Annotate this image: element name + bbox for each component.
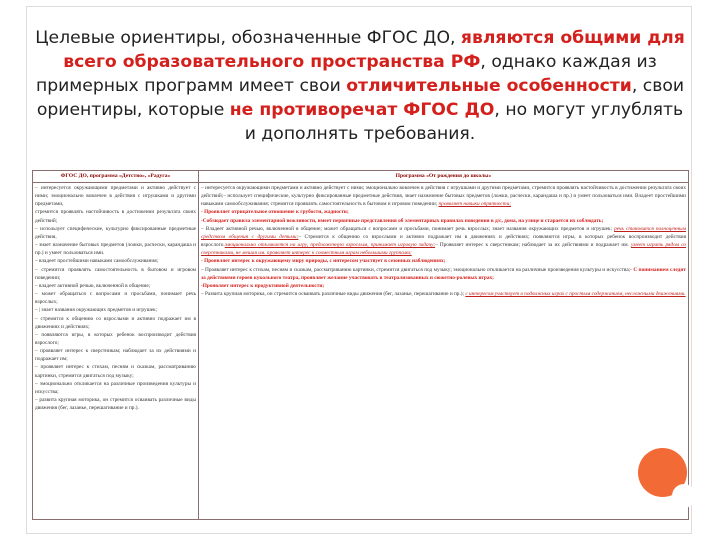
program-text-segment: эмоционально откликается на игру, предложенную взрослым, принимает игровую задачу; xyxy=(224,242,436,249)
fgos-list-item: стремится проявлять настойчивость в достижении результата своих действий; xyxy=(35,209,196,224)
program-text-segment: - С пониманием следит за действиями героев кукольного театра, проявляет желание участвовать в театрализованных и сюжетно-ролевых играх; xyxy=(201,266,686,281)
fgos-list-item: – развита крупная моторика, он стремится осваивать различные виды движения (бег, лазанье, перешагивание и пр.). xyxy=(35,397,196,412)
program-text-segment: – Проявляет интерес к стихам, песням и сказкам, рассматриванию картинки, стремится двигаться под музыку; эмоционально откликается на различные произведения культуры и искусства; xyxy=(201,266,631,273)
program-text-segment: -Соблюдает правила элементарной вежливости, имеет первичные представления об элементарных правилах поведения в д/с, дома, на улице и старается их соблюдать; xyxy=(201,217,604,224)
program-text-segment: -Проявляет интерес к продуктивной деятельности; xyxy=(201,282,325,289)
fgos-list-item: – стремится проявлять самостоятельность в бытовом и игровом поведении; xyxy=(35,266,196,281)
program-text-segment: проявляет навыки опрятности; xyxy=(438,201,512,208)
comparison-table xyxy=(32,170,689,520)
heading-text-2: , однако каждая из примерных программ имеет свои xyxy=(35,52,657,96)
table-body-row xyxy=(33,183,688,519)
program-text-segment: - Проявляет интерес к окружающему миру природы, с интересом участвует в сезонных наблюдениях; xyxy=(201,258,446,265)
decorative-circle-white xyxy=(672,484,696,508)
heading-text-1: Целевые ориентиры, обозначенные ФГОС ДО, xyxy=(35,28,461,48)
fgos-list-item: – проявляет интерес к сверстникам; наблюдает за их действиями и подражает им; xyxy=(35,348,196,363)
table-cell-fgos xyxy=(33,183,199,519)
fgos-list-item: – владеет активной речью, включенной в общение; xyxy=(35,282,151,289)
heading-text-3: , свои ориентиры, которые xyxy=(36,76,685,120)
program-text-segment: умеет играть рядом со сверстниками, не мешая им. проявляет интерес к совместным играм небольшими группами; xyxy=(201,242,686,257)
heading-highlight-3: не противоречат ФГОС ДО xyxy=(229,100,495,120)
column-header-fgos: ФГОС ДО, программа «Детство», «Радуга» xyxy=(33,171,199,182)
table-cell-ot-rozhdeniya xyxy=(199,183,688,519)
program-text-segment: с интересом участвует в подвижных играх с простым содержанием, несложными движениями. xyxy=(465,291,686,298)
slide-heading xyxy=(30,26,690,146)
fgos-list-item: – | знает названия окружающих предметов и игрушек; xyxy=(35,307,158,314)
program-text-segment: – Развита крупная моторика, он стремится осваивать различные виды движения (бег, лазанье, перешагивание и пр.); xyxy=(201,291,466,298)
fgos-list-item: – использует специфические, культурно фиксированные предметные действия, xyxy=(35,225,196,240)
heading-highlight-2: отличительные особенности xyxy=(346,76,632,96)
table-header-row xyxy=(33,171,688,183)
program-text-segment: – интересуется окружающими предметами и активно действует с ними; эмоционально вовлечен в действия с игрушками и другими предметами, стремится проявлять настойчивость в достижении результата своих действий; xyxy=(201,185,686,200)
fgos-list-item: – появляются игры, в которых ребенок воспроизводит действия взрослого; xyxy=(35,331,196,346)
fgos-list-item: – эмоционально откликается на различные произведения культуры и искусства; xyxy=(35,380,196,395)
program-text-segment: – Проявляет интерес к сверстникам; наблюдает за их действиями и подражает им. xyxy=(435,242,631,249)
program-text-segment: – Владеет активной речью, включенной в общение; может обращаться с вопросами и просьбами, понимает речь взрослых; знает названия окружающих предметов и игрушек; xyxy=(201,225,615,232)
fgos-list-item: – знает назначение бытовых предметов (ложки, расчески, карандаша и пр.) и умеет пользоваться ими. xyxy=(35,242,196,257)
fgos-list-item: – может обращаться с вопросами и просьбами, понимает речь взрослых; xyxy=(35,291,196,306)
heading-highlight-1: являются общими для всего образовательного пространства РФ xyxy=(63,28,685,72)
fgos-list-item: – стремится к общению со взрослыми и активно подражает им в движениях и действиях; xyxy=(35,315,196,330)
heading-text-4: , но могут углублять и дополнять требования. xyxy=(244,100,684,144)
program-text-segment: – Стремится к общению со взрослыми и активно подражает им в движениях и действиях; появляются игры, в которых ребенок воспроизводит действия взрослого. xyxy=(201,233,687,249)
program-text-segment: речь становится полноценным средством общения с другими детьми; xyxy=(201,225,686,240)
fgos-list-item: – интересуется окружающими предметами и активно действует с ними; эмоционально вовлечен в действия с игрушками и другими предметами, xyxy=(35,185,196,208)
column-header-ot-rozhdeniya: Программа «От рождения до школы» xyxy=(395,173,492,179)
program-text-segment: - Проявляет отрицательное отношение к грубости, жадности; xyxy=(201,209,349,216)
fgos-list-item: – владеет простейшими навыками самообслуживания; xyxy=(35,258,159,265)
fgos-list-item: – проявляет интерес к стихам, песням и сказкам, рассматриванию картинки, стремится двигаться под музыку; xyxy=(35,364,196,379)
program-text-segment: – использует специфические, культурно фиксированные предметные действия, знает назначение бытовых предметов (ложки, расчески, карандаша и пр.) и умеет пользоваться ими. Владеет простейшими навыками самообслуживания; стремится проявлять самостоятельность в бытовом и игровом поведении; xyxy=(201,193,686,208)
